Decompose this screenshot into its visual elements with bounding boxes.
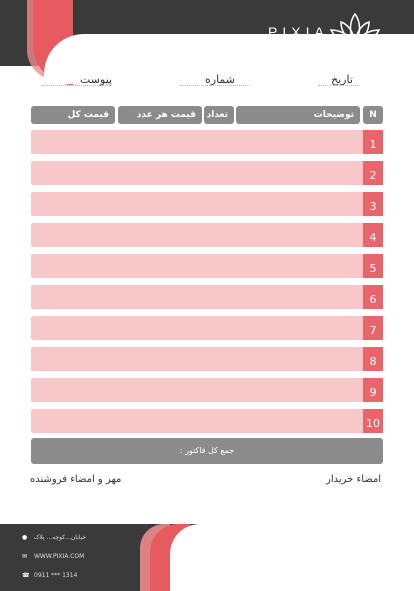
- table-row[interactable]: [31, 192, 383, 216]
- header-unit-price: قیمت هر عدد: [118, 106, 202, 124]
- invoice-total-bar: جمع کل فاکتور :: [31, 438, 383, 464]
- row-number: 8: [363, 347, 383, 371]
- buyer-signature-label: امضاء خریدار: [326, 474, 382, 485]
- table-row[interactable]: [31, 347, 383, 371]
- location-pin-icon: ●: [22, 534, 28, 541]
- row-number: 6: [363, 285, 383, 309]
- contact-phone: [22, 572, 77, 579]
- row-number: 1: [363, 130, 383, 154]
- row-number: 7: [363, 316, 383, 340]
- contact-address: [22, 534, 86, 541]
- row-number: 2: [363, 161, 383, 185]
- header-description: توضیحات: [236, 106, 360, 124]
- address-text: خیابان...کوچه... پلاک: [34, 534, 87, 541]
- header-total-price: قیمت کل: [31, 106, 115, 124]
- table-row[interactable]: [31, 409, 383, 433]
- footer-curve: [170, 524, 414, 591]
- attachment-label: پیوست: [80, 73, 113, 86]
- table-row[interactable]: [31, 130, 383, 154]
- row-number: 4: [363, 223, 383, 247]
- phone-text: 0911 *** 1314: [34, 572, 78, 579]
- row-number: 10: [363, 409, 383, 433]
- number-field[interactable]: [180, 84, 250, 86]
- envelope-icon: ✉: [22, 553, 28, 560]
- date-field[interactable]: [318, 84, 360, 86]
- row-number: 9: [363, 378, 383, 402]
- table-row[interactable]: [31, 285, 383, 309]
- phone-icon: ☎: [22, 572, 30, 579]
- contact-website: [22, 553, 84, 560]
- attachment-field[interactable]: [42, 84, 110, 86]
- table-row[interactable]: [31, 223, 383, 247]
- number-label: شماره: [205, 73, 236, 86]
- lotus-logo-icon: [329, 12, 381, 46]
- row-number: 5: [363, 254, 383, 278]
- brand-name: PIXIA: [268, 24, 329, 40]
- table-row[interactable]: [31, 161, 383, 185]
- website-text[interactable]: WWW.PIXIA.COM: [34, 553, 85, 560]
- date-label: تاریخ: [331, 73, 353, 86]
- header-number: N: [363, 106, 383, 124]
- table-row[interactable]: [31, 254, 383, 278]
- table-row[interactable]: [31, 316, 383, 340]
- header-quantity: تعداد: [204, 106, 234, 124]
- row-number: 3: [363, 192, 383, 216]
- seller-signature-label: مهر و امضاء فروشنده: [30, 474, 122, 485]
- table-row[interactable]: [31, 378, 383, 402]
